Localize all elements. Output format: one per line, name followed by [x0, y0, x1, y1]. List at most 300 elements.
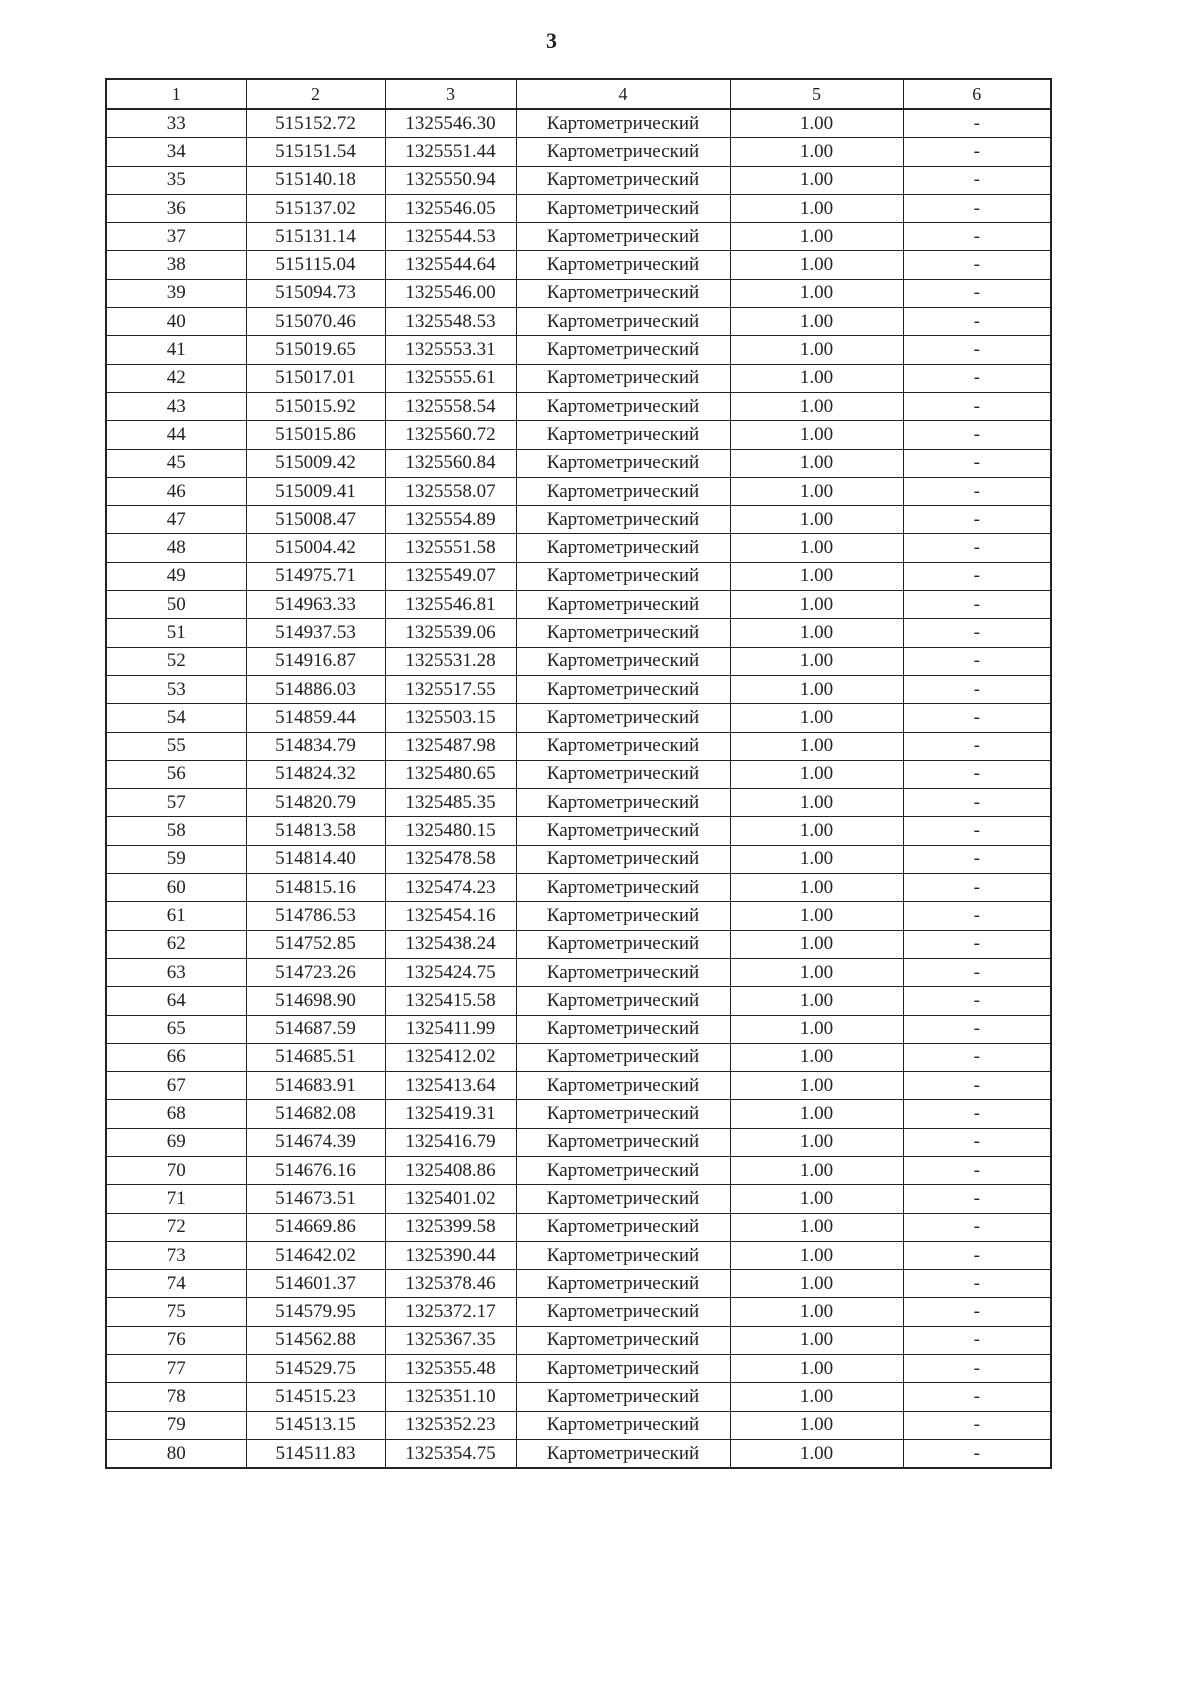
x-coordinate-cell: 514834.79 — [246, 732, 385, 760]
description-cell: - — [903, 1326, 1051, 1354]
method-cell: Картометрический — [516, 421, 730, 449]
accuracy-cell: 1.00 — [730, 732, 903, 760]
accuracy-cell: 1.00 — [730, 591, 903, 619]
description-cell: - — [903, 477, 1051, 505]
x-coordinate-cell: 514676.16 — [246, 1156, 385, 1184]
point-number-cell: 37 — [106, 223, 246, 251]
description-cell: - — [903, 958, 1051, 986]
y-coordinate-cell: 1325411.99 — [385, 1015, 516, 1043]
table-row — [106, 1015, 1051, 1043]
x-coordinate-cell: 514601.37 — [246, 1270, 385, 1298]
x-coordinate-cell: 515008.47 — [246, 506, 385, 534]
y-coordinate-cell: 1325415.58 — [385, 987, 516, 1015]
accuracy-cell: 1.00 — [730, 1015, 903, 1043]
description-cell: - — [903, 1355, 1051, 1383]
x-coordinate-cell: 514813.58 — [246, 817, 385, 845]
description-cell: - — [903, 392, 1051, 420]
table-row — [106, 902, 1051, 930]
method-cell: Картометрический — [516, 1128, 730, 1156]
y-coordinate-cell: 1325549.07 — [385, 562, 516, 590]
point-number-cell: 33 — [106, 109, 246, 138]
y-coordinate-cell: 1325558.07 — [385, 477, 516, 505]
accuracy-cell: 1.00 — [730, 421, 903, 449]
description-cell: - — [903, 1043, 1051, 1071]
page-number: 3 — [546, 28, 557, 53]
table-row — [106, 1411, 1051, 1439]
description-cell: - — [903, 166, 1051, 194]
method-cell: Картометрический — [516, 1383, 730, 1411]
table-row — [106, 109, 1051, 138]
description-cell: - — [903, 1270, 1051, 1298]
table-row — [106, 958, 1051, 986]
table-row — [106, 506, 1051, 534]
accuracy-cell: 1.00 — [730, 1128, 903, 1156]
column-header: 1 — [106, 79, 246, 109]
point-number-cell: 63 — [106, 958, 246, 986]
y-coordinate-cell: 1325413.64 — [385, 1072, 516, 1100]
table-row — [106, 1043, 1051, 1071]
accuracy-cell: 1.00 — [730, 704, 903, 732]
x-coordinate-cell: 515015.86 — [246, 421, 385, 449]
accuracy-cell: 1.00 — [730, 1270, 903, 1298]
x-coordinate-cell: 515131.14 — [246, 223, 385, 251]
method-cell: Картометрический — [516, 675, 730, 703]
x-coordinate-cell: 514529.75 — [246, 1355, 385, 1383]
accuracy-cell: 1.00 — [730, 1185, 903, 1213]
table-row — [106, 874, 1051, 902]
description-cell: - — [903, 506, 1051, 534]
x-coordinate-cell: 514513.15 — [246, 1411, 385, 1439]
point-number-cell: 75 — [106, 1298, 246, 1326]
method-cell: Картометрический — [516, 166, 730, 194]
point-number-cell: 60 — [106, 874, 246, 902]
description-cell: - — [903, 138, 1051, 166]
table-row — [106, 1355, 1051, 1383]
description-cell: - — [903, 562, 1051, 590]
description-cell: - — [903, 817, 1051, 845]
column-header: 6 — [903, 79, 1051, 109]
x-coordinate-cell: 514687.59 — [246, 1015, 385, 1043]
x-coordinate-cell: 514815.16 — [246, 874, 385, 902]
method-cell: Картометрический — [516, 817, 730, 845]
y-coordinate-cell: 1325354.75 — [385, 1439, 516, 1468]
y-coordinate-cell: 1325399.58 — [385, 1213, 516, 1241]
method-cell: Картометрический — [516, 1355, 730, 1383]
point-number-cell: 71 — [106, 1185, 246, 1213]
description-cell: - — [903, 308, 1051, 336]
point-number-cell: 40 — [106, 308, 246, 336]
accuracy-cell: 1.00 — [730, 817, 903, 845]
y-coordinate-cell: 1325546.30 — [385, 109, 516, 138]
y-coordinate-cell: 1325480.15 — [385, 817, 516, 845]
table-row — [106, 449, 1051, 477]
method-cell: Картометрический — [516, 336, 730, 364]
method-cell: Картометрический — [516, 874, 730, 902]
y-coordinate-cell: 1325546.05 — [385, 194, 516, 222]
method-cell: Картометрический — [516, 845, 730, 873]
accuracy-cell: 1.00 — [730, 449, 903, 477]
description-cell: - — [903, 534, 1051, 562]
point-number-cell: 80 — [106, 1439, 246, 1468]
accuracy-cell: 1.00 — [730, 477, 903, 505]
method-cell: Картометрический — [516, 392, 730, 420]
table-row — [106, 194, 1051, 222]
point-number-cell: 34 — [106, 138, 246, 166]
accuracy-cell: 1.00 — [730, 392, 903, 420]
description-cell: - — [903, 279, 1051, 307]
table-row — [106, 987, 1051, 1015]
accuracy-cell: 1.00 — [730, 958, 903, 986]
table-row — [106, 1326, 1051, 1354]
x-coordinate-cell: 514820.79 — [246, 789, 385, 817]
description-cell: - — [903, 1100, 1051, 1128]
y-coordinate-cell: 1325517.55 — [385, 675, 516, 703]
point-number-cell: 55 — [106, 732, 246, 760]
point-number-cell: 57 — [106, 789, 246, 817]
method-cell: Картометрический — [516, 1015, 730, 1043]
accuracy-cell: 1.00 — [730, 760, 903, 788]
y-coordinate-cell: 1325412.02 — [385, 1043, 516, 1071]
x-coordinate-cell: 514579.95 — [246, 1298, 385, 1326]
accuracy-cell: 1.00 — [730, 987, 903, 1015]
description-cell: - — [903, 449, 1051, 477]
x-coordinate-cell: 514975.71 — [246, 562, 385, 590]
table-row — [106, 1439, 1051, 1468]
x-coordinate-cell: 514937.53 — [246, 619, 385, 647]
description-cell: - — [903, 647, 1051, 675]
description-cell: - — [903, 675, 1051, 703]
point-number-cell: 65 — [106, 1015, 246, 1043]
y-coordinate-cell: 1325485.35 — [385, 789, 516, 817]
point-number-cell: 58 — [106, 817, 246, 845]
method-cell: Картометрический — [516, 591, 730, 619]
x-coordinate-cell: 514562.88 — [246, 1326, 385, 1354]
method-cell: Картометрический — [516, 704, 730, 732]
accuracy-cell: 1.00 — [730, 1298, 903, 1326]
method-cell: Картометрический — [516, 251, 730, 279]
method-cell: Картометрический — [516, 1326, 730, 1354]
method-cell: Картометрический — [516, 1411, 730, 1439]
y-coordinate-cell: 1325390.44 — [385, 1241, 516, 1269]
method-cell: Картометрический — [516, 1043, 730, 1071]
table-row — [106, 1241, 1051, 1269]
method-cell: Картометрический — [516, 789, 730, 817]
point-number-cell: 41 — [106, 336, 246, 364]
table-row — [106, 223, 1051, 251]
table-row — [106, 930, 1051, 958]
method-cell: Картометрический — [516, 1241, 730, 1269]
table-body — [106, 79, 1051, 1468]
description-cell: - — [903, 1241, 1051, 1269]
description-cell: - — [903, 1383, 1051, 1411]
x-coordinate-cell: 515151.54 — [246, 138, 385, 166]
table-row — [106, 789, 1051, 817]
method-cell: Картометрический — [516, 506, 730, 534]
point-number-cell: 77 — [106, 1355, 246, 1383]
y-coordinate-cell: 1325480.65 — [385, 760, 516, 788]
accuracy-cell: 1.00 — [730, 845, 903, 873]
accuracy-cell: 1.00 — [730, 364, 903, 392]
y-coordinate-cell: 1325372.17 — [385, 1298, 516, 1326]
y-coordinate-cell: 1325503.15 — [385, 704, 516, 732]
point-number-cell: 74 — [106, 1270, 246, 1298]
accuracy-cell: 1.00 — [730, 279, 903, 307]
table-row — [106, 392, 1051, 420]
y-coordinate-cell: 1325546.81 — [385, 591, 516, 619]
point-number-cell: 69 — [106, 1128, 246, 1156]
table-row — [106, 477, 1051, 505]
x-coordinate-cell: 514814.40 — [246, 845, 385, 873]
method-cell: Картометрический — [516, 1213, 730, 1241]
point-number-cell: 53 — [106, 675, 246, 703]
method-cell: Картометрический — [516, 562, 730, 590]
table-row — [106, 421, 1051, 449]
y-coordinate-cell: 1325478.58 — [385, 845, 516, 873]
point-number-cell: 42 — [106, 364, 246, 392]
x-coordinate-cell: 514698.90 — [246, 987, 385, 1015]
x-coordinate-cell: 514824.32 — [246, 760, 385, 788]
column-header: 2 — [246, 79, 385, 109]
description-cell: - — [903, 987, 1051, 1015]
method-cell: Картометрический — [516, 619, 730, 647]
method-cell: Картометрический — [516, 223, 730, 251]
method-cell: Картометрический — [516, 760, 730, 788]
y-coordinate-cell: 1325438.24 — [385, 930, 516, 958]
accuracy-cell: 1.00 — [730, 930, 903, 958]
method-cell: Картометрический — [516, 477, 730, 505]
table-row — [106, 675, 1051, 703]
accuracy-cell: 1.00 — [730, 223, 903, 251]
method-cell: Картометрический — [516, 1072, 730, 1100]
accuracy-cell: 1.00 — [730, 166, 903, 194]
accuracy-cell: 1.00 — [730, 1439, 903, 1468]
y-coordinate-cell: 1325474.23 — [385, 874, 516, 902]
point-number-cell: 67 — [106, 1072, 246, 1100]
accuracy-cell: 1.00 — [730, 251, 903, 279]
table-row — [106, 732, 1051, 760]
accuracy-cell: 1.00 — [730, 562, 903, 590]
y-coordinate-cell: 1325554.89 — [385, 506, 516, 534]
x-coordinate-cell: 514683.91 — [246, 1072, 385, 1100]
method-cell: Картометрический — [516, 308, 730, 336]
coordinates-table — [105, 78, 1052, 1469]
y-coordinate-cell: 1325408.86 — [385, 1156, 516, 1184]
y-coordinate-cell: 1325351.10 — [385, 1383, 516, 1411]
description-cell: - — [903, 1015, 1051, 1043]
description-cell: - — [903, 1439, 1051, 1468]
accuracy-cell: 1.00 — [730, 1100, 903, 1128]
method-cell: Картометрический — [516, 902, 730, 930]
y-coordinate-cell: 1325539.06 — [385, 619, 516, 647]
accuracy-cell: 1.00 — [730, 109, 903, 138]
table-row — [106, 1072, 1051, 1100]
description-cell: - — [903, 760, 1051, 788]
point-number-cell: 62 — [106, 930, 246, 958]
y-coordinate-cell: 1325416.79 — [385, 1128, 516, 1156]
y-coordinate-cell: 1325544.53 — [385, 223, 516, 251]
accuracy-cell: 1.00 — [730, 1241, 903, 1269]
table-row — [106, 336, 1051, 364]
accuracy-cell: 1.00 — [730, 902, 903, 930]
point-number-cell: 45 — [106, 449, 246, 477]
table-row — [106, 845, 1051, 873]
y-coordinate-cell: 1325419.31 — [385, 1100, 516, 1128]
x-coordinate-cell: 515017.01 — [246, 364, 385, 392]
point-number-cell: 66 — [106, 1043, 246, 1071]
point-number-cell: 73 — [106, 1241, 246, 1269]
method-cell: Картометрический — [516, 1439, 730, 1468]
method-cell: Картометрический — [516, 1185, 730, 1213]
table-row — [106, 1128, 1051, 1156]
point-number-cell: 49 — [106, 562, 246, 590]
x-coordinate-cell: 514673.51 — [246, 1185, 385, 1213]
x-coordinate-cell: 514642.02 — [246, 1241, 385, 1269]
point-number-cell: 64 — [106, 987, 246, 1015]
point-number-cell: 78 — [106, 1383, 246, 1411]
point-number-cell: 38 — [106, 251, 246, 279]
method-cell: Картометрический — [516, 279, 730, 307]
method-cell: Картометрический — [516, 958, 730, 986]
y-coordinate-cell: 1325548.53 — [385, 308, 516, 336]
x-coordinate-cell: 515015.92 — [246, 392, 385, 420]
description-cell: - — [903, 1411, 1051, 1439]
x-coordinate-cell: 514669.86 — [246, 1213, 385, 1241]
point-number-cell: 68 — [106, 1100, 246, 1128]
x-coordinate-cell: 514511.83 — [246, 1439, 385, 1468]
x-coordinate-cell: 515070.46 — [246, 308, 385, 336]
description-cell: - — [903, 789, 1051, 817]
accuracy-cell: 1.00 — [730, 534, 903, 562]
method-cell: Картометрический — [516, 534, 730, 562]
point-number-cell: 47 — [106, 506, 246, 534]
point-number-cell: 39 — [106, 279, 246, 307]
accuracy-cell: 1.00 — [730, 647, 903, 675]
accuracy-cell: 1.00 — [730, 789, 903, 817]
y-coordinate-cell: 1325487.98 — [385, 732, 516, 760]
point-number-cell: 52 — [106, 647, 246, 675]
y-coordinate-cell: 1325551.58 — [385, 534, 516, 562]
table-row — [106, 279, 1051, 307]
table-row — [106, 251, 1051, 279]
x-coordinate-cell: 514859.44 — [246, 704, 385, 732]
accuracy-cell: 1.00 — [730, 506, 903, 534]
point-number-cell: 50 — [106, 591, 246, 619]
table-row — [106, 562, 1051, 590]
description-cell: - — [903, 1298, 1051, 1326]
description-cell: - — [903, 1128, 1051, 1156]
x-coordinate-cell: 515094.73 — [246, 279, 385, 307]
accuracy-cell: 1.00 — [730, 1411, 903, 1439]
y-coordinate-cell: 1325560.72 — [385, 421, 516, 449]
description-cell: - — [903, 109, 1051, 138]
method-cell: Картометрический — [516, 987, 730, 1015]
method-cell: Картометрический — [516, 138, 730, 166]
y-coordinate-cell: 1325367.35 — [385, 1326, 516, 1354]
accuracy-cell: 1.00 — [730, 1072, 903, 1100]
table-row — [106, 619, 1051, 647]
point-number-cell: 35 — [106, 166, 246, 194]
table-row — [106, 1156, 1051, 1184]
description-cell: - — [903, 1185, 1051, 1213]
accuracy-cell: 1.00 — [730, 1043, 903, 1071]
point-number-cell: 76 — [106, 1326, 246, 1354]
y-coordinate-cell: 1325531.28 — [385, 647, 516, 675]
point-number-cell: 36 — [106, 194, 246, 222]
x-coordinate-cell: 515140.18 — [246, 166, 385, 194]
accuracy-cell: 1.00 — [730, 675, 903, 703]
description-cell: - — [903, 704, 1051, 732]
table-row — [106, 364, 1051, 392]
accuracy-cell: 1.00 — [730, 1213, 903, 1241]
y-coordinate-cell: 1325553.31 — [385, 336, 516, 364]
table-row — [106, 166, 1051, 194]
y-coordinate-cell: 1325355.48 — [385, 1355, 516, 1383]
description-cell: - — [903, 1156, 1051, 1184]
method-cell: Картометрический — [516, 1298, 730, 1326]
table-row — [106, 647, 1051, 675]
description-cell: - — [903, 223, 1051, 251]
point-number-cell: 54 — [106, 704, 246, 732]
method-cell: Картометрический — [516, 647, 730, 675]
accuracy-cell: 1.00 — [730, 336, 903, 364]
method-cell: Картометрический — [516, 109, 730, 138]
x-coordinate-cell: 515009.41 — [246, 477, 385, 505]
description-cell: - — [903, 364, 1051, 392]
point-number-cell: 56 — [106, 760, 246, 788]
y-coordinate-cell: 1325352.23 — [385, 1411, 516, 1439]
x-coordinate-cell: 515152.72 — [246, 109, 385, 138]
column-header: 4 — [516, 79, 730, 109]
x-coordinate-cell: 515115.04 — [246, 251, 385, 279]
y-coordinate-cell: 1325424.75 — [385, 958, 516, 986]
method-cell: Картометрический — [516, 1156, 730, 1184]
x-coordinate-cell: 514916.87 — [246, 647, 385, 675]
point-number-cell: 46 — [106, 477, 246, 505]
point-number-cell: 61 — [106, 902, 246, 930]
table-row — [106, 138, 1051, 166]
y-coordinate-cell: 1325454.16 — [385, 902, 516, 930]
point-number-cell: 79 — [106, 1411, 246, 1439]
table-row — [106, 308, 1051, 336]
y-coordinate-cell: 1325558.54 — [385, 392, 516, 420]
point-number-cell: 44 — [106, 421, 246, 449]
table-row — [106, 704, 1051, 732]
table-row — [106, 1100, 1051, 1128]
x-coordinate-cell: 514515.23 — [246, 1383, 385, 1411]
description-cell: - — [903, 874, 1051, 902]
x-coordinate-cell: 515137.02 — [246, 194, 385, 222]
x-coordinate-cell: 514963.33 — [246, 591, 385, 619]
description-cell: - — [903, 902, 1051, 930]
description-cell: - — [903, 251, 1051, 279]
y-coordinate-cell: 1325560.84 — [385, 449, 516, 477]
point-number-cell: 70 — [106, 1156, 246, 1184]
point-number-cell: 48 — [106, 534, 246, 562]
point-number-cell: 43 — [106, 392, 246, 420]
x-coordinate-cell: 514682.08 — [246, 1100, 385, 1128]
x-coordinate-cell: 515019.65 — [246, 336, 385, 364]
y-coordinate-cell: 1325401.02 — [385, 1185, 516, 1213]
method-cell: Картометрический — [516, 449, 730, 477]
table-row — [106, 1213, 1051, 1241]
table-row — [106, 1185, 1051, 1213]
accuracy-cell: 1.00 — [730, 138, 903, 166]
point-number-cell: 59 — [106, 845, 246, 873]
y-coordinate-cell: 1325378.46 — [385, 1270, 516, 1298]
x-coordinate-cell: 514786.53 — [246, 902, 385, 930]
method-cell: Картометрический — [516, 364, 730, 392]
table-row — [106, 817, 1051, 845]
